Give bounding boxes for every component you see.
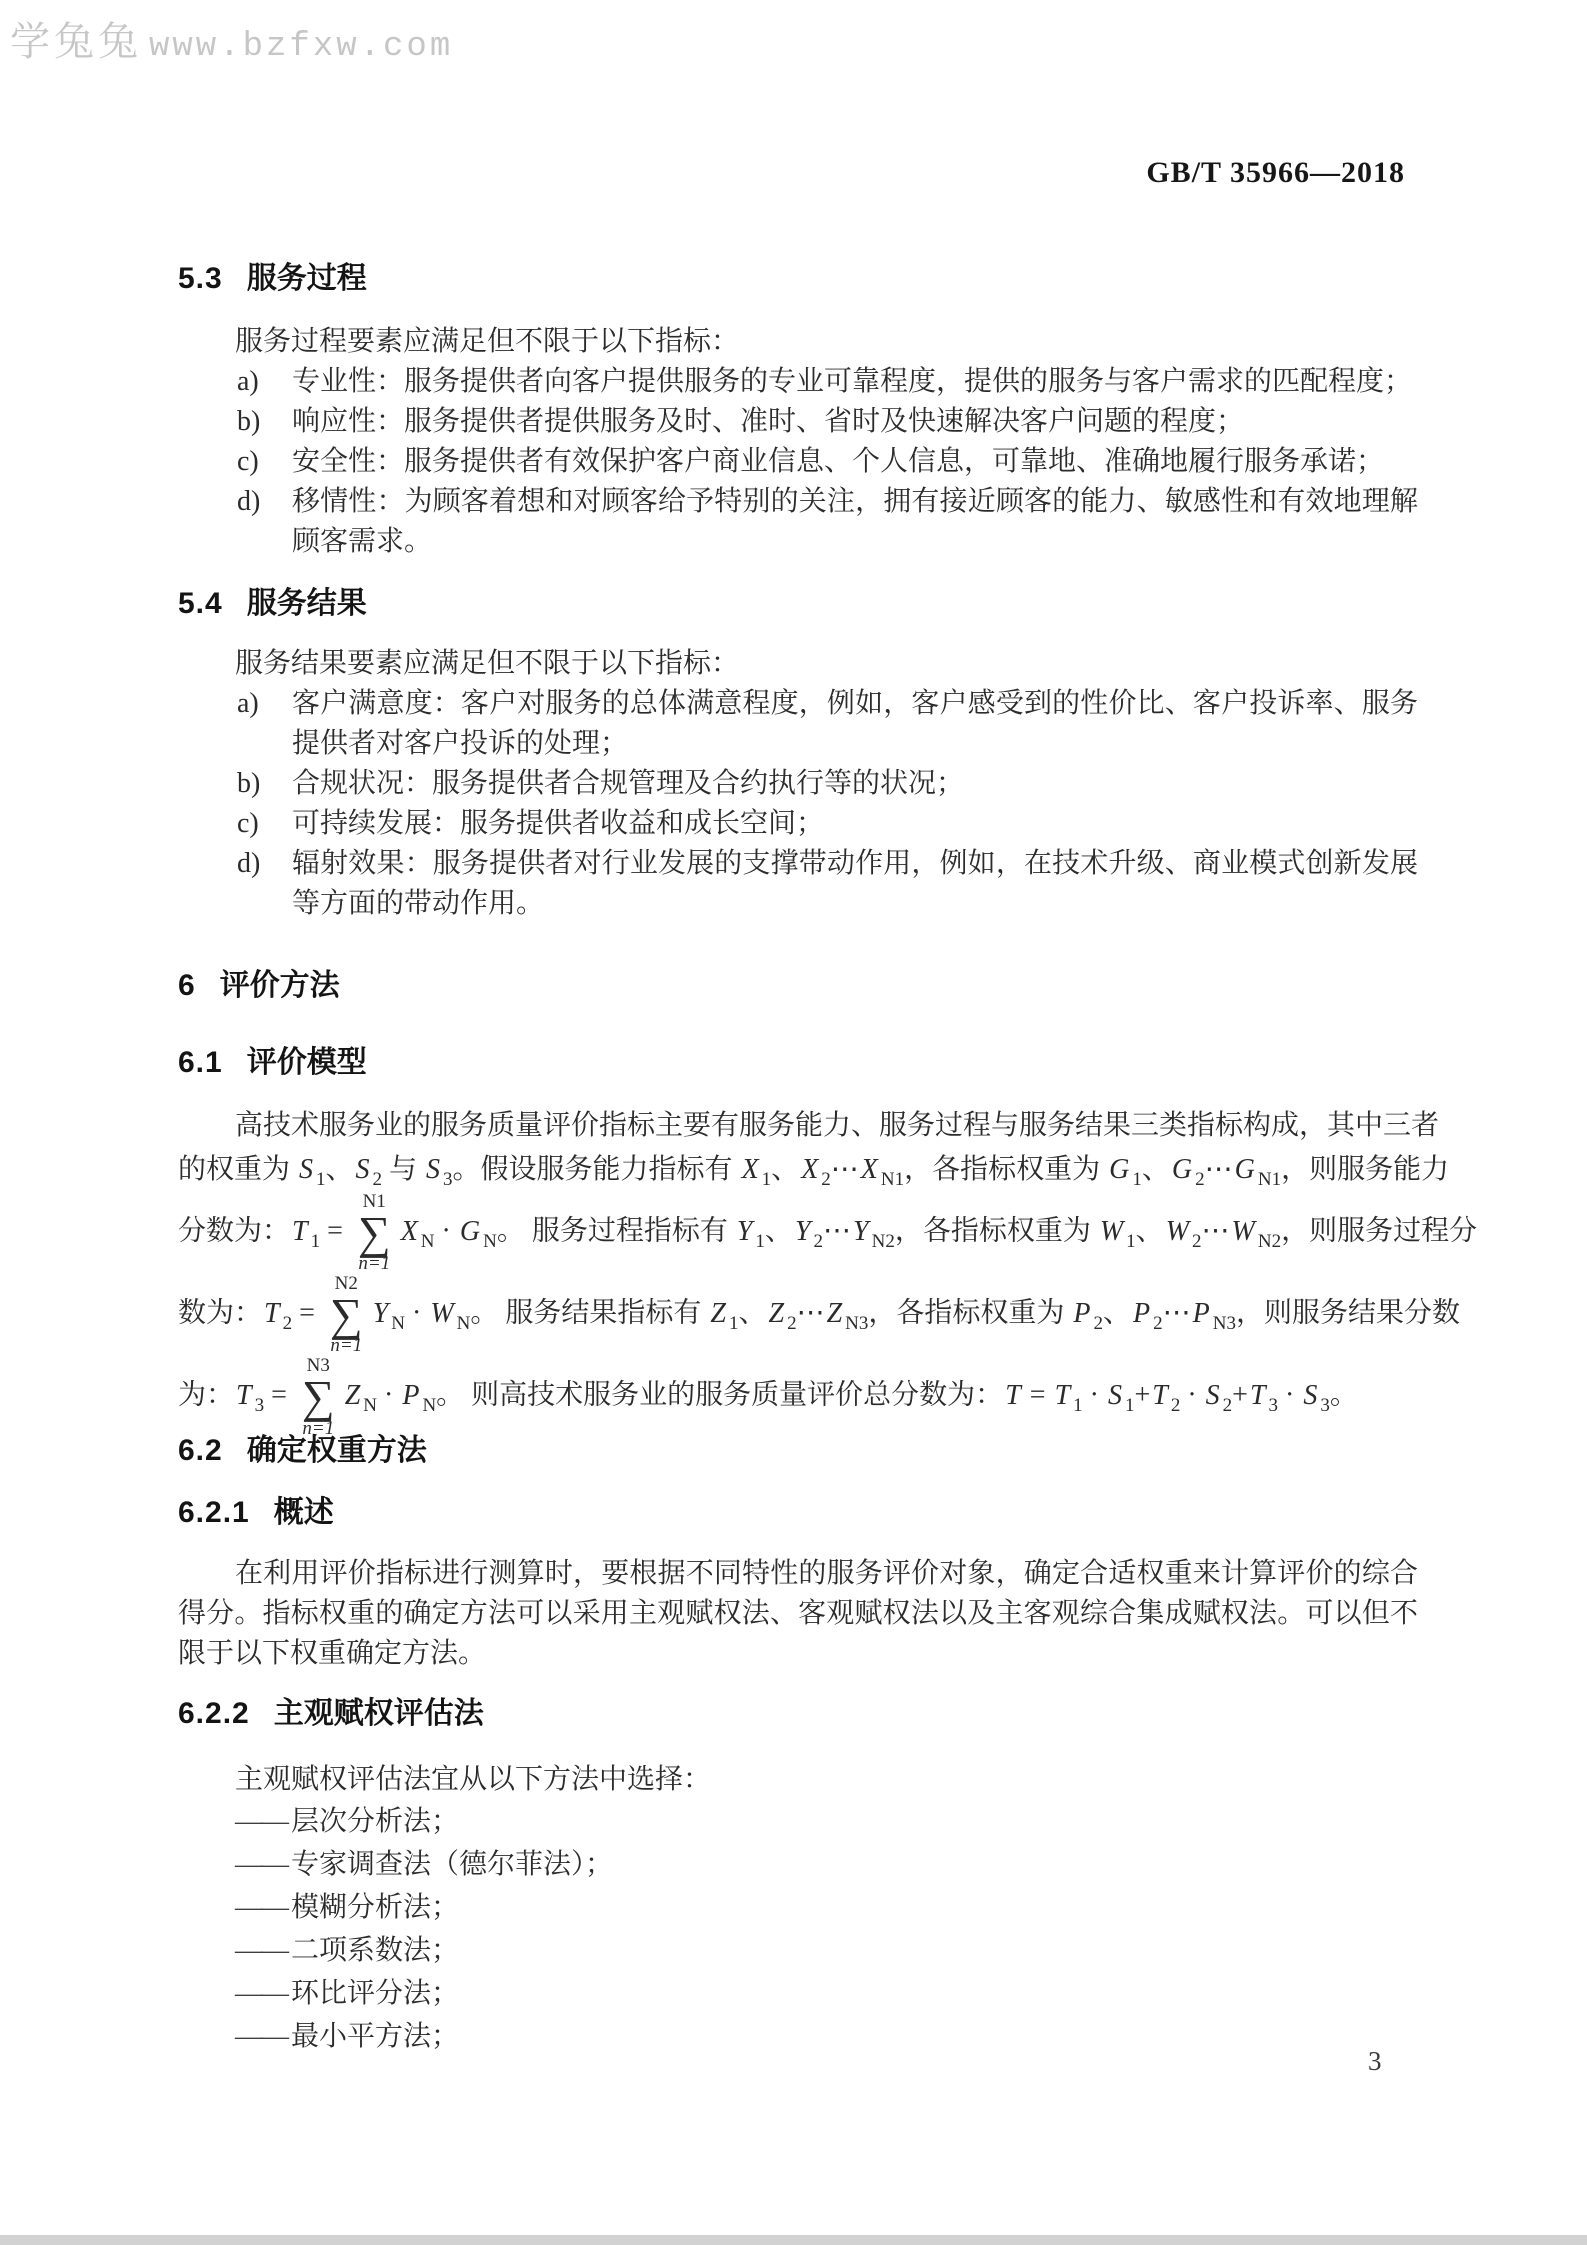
list-item-text: 辐射效果：服务提供者对行业发展的支撑带动作用，例如，在技术升级、商业模式创新发展等方面的带动作用。: [292, 848, 1418, 919]
dash-glyph: ——: [235, 1849, 287, 1880]
model-line: 高技术服务业的服务质量评价指标主要有服务能力、服务过程与服务结果三类指标构成，其中三者: [235, 1110, 1440, 1141]
section-6-2-1-heading: [178, 1495, 334, 1531]
heading-title: 评价模型: [246, 1046, 367, 1079]
section-6-2-1-body: [178, 1554, 1418, 1674]
list-item: [178, 402, 1418, 442]
list-item-text: 合规状况：服务提供者合规管理及合约执行等的状况；: [292, 768, 965, 799]
list-item-label: a): [237, 688, 259, 719]
dash-item: [178, 2015, 1418, 2058]
dash-glyph: ——: [235, 2021, 287, 2052]
list-item: [178, 442, 1418, 482]
heading-number: 6.2: [178, 1434, 223, 1467]
evaluation-model-paragraph: [178, 1104, 1478, 1439]
method-label: 层次分析法；: [291, 1806, 460, 1837]
method-label: 二项系数法；: [291, 1935, 460, 1966]
section-5-3-heading: [178, 261, 367, 297]
dash-item: [178, 1929, 1418, 1972]
dash-glyph: ——: [235, 1892, 287, 1923]
page-number: 3: [1368, 2046, 1382, 2076]
list-item: [178, 684, 1418, 764]
list-item: [178, 482, 1418, 562]
section-5-3-body: [178, 322, 1418, 562]
dash-item: [178, 1886, 1418, 1929]
section-5-4-heading: [178, 586, 367, 622]
heading-number: 6: [178, 969, 196, 1002]
section-6-1-heading: [178, 1045, 367, 1081]
list-item-label: d): [237, 486, 261, 517]
section-6-2-heading: [178, 1433, 427, 1469]
watermark: [10, 10, 453, 67]
heading-number: 6.2.1: [178, 1496, 250, 1529]
overview-paragraph: 在利用评价指标进行测算时，要根据不同特性的服务评价对象，确定合适权重来计算评价的综合得分。指标权重的确定方法可以采用主观赋权法、客观赋权法以及主客观综合集成赋权法。可以但不限于以下权重确定方法。: [178, 1558, 1418, 1669]
heading-title: 服务结果: [246, 587, 367, 620]
method-label: 模糊分析法；: [291, 1892, 460, 1923]
model-formula-line: 分数为：T $_1$ = N1 ∑ n=1 X $_N$ · G $_N$。 服务过程指标有 Y $_1$、Y $_2$⋯Y $_{N2}$，各指标权重为 W $_1$、W $_2$⋯W $_{N2}$，则服务过程分: [178, 1191, 1478, 1275]
heading-number: 6.2.2: [178, 1697, 250, 1730]
list-item-text: 可持续发展：服务提供者收益和成长空间；: [292, 808, 825, 839]
model-line: 的权重为 S $_1$、S $_2$ 与 S $_3$。假设服务能力指标有 X $_1$、X $_2$⋯X $_{N1}$，各指标权重为 G $_1$、G $_2$⋯G $_{N1}$，则服务能力: [178, 1154, 1450, 1190]
list-item: [178, 362, 1418, 402]
list-item-text: 专业性：服务提供者向客户提供服务的专业可靠程度，提供的服务与客户需求的匹配程度；: [292, 366, 1413, 397]
dash-glyph: ——: [235, 1806, 287, 1837]
heading-title: 主观赋权评估法: [273, 1697, 484, 1730]
heading-number: 6.1: [178, 1046, 223, 1079]
method-label: 专家调查法（德尔菲法）；: [291, 1849, 614, 1880]
methods-intro: 主观赋权评估法宜从以下方法中选择：: [235, 1764, 712, 1795]
list-item-label: d): [237, 848, 261, 879]
section-5-3-intro: 服务过程要素应满足但不限于以下指标：: [235, 326, 740, 357]
dash-item: [178, 1800, 1418, 1843]
section-5-4-body: [178, 644, 1418, 924]
heading-title: 评价方法: [219, 969, 340, 1002]
model-formula-line: 数为：T $_2$ = N2 ∑ n=1 Y $_N$ · W $_N$。 服务结果指标有 Z $_1$、Z $_2$⋯Z $_{N3}$，各指标权重为 P $_2$、P $_2$⋯P $_{N3}$，则服务结果分数: [178, 1273, 1460, 1357]
dash-glyph: ——: [235, 1935, 287, 1966]
model-formula-line: 为：T $_3$ = N3 ∑ n=1 Z $_N$ · P $_N$。 则高技术服务业的服务质量评价总分数为：T = T $_1$ · S $_1$+T $_2$ · S $_2$+T $_3$ · S $_3$。: [178, 1355, 1358, 1439]
heading-number: 5.3: [178, 262, 223, 295]
watermark-url-text: www.bzfxw.com: [149, 28, 454, 66]
heading-title: 服务过程: [246, 262, 367, 295]
list-item-text: 响应性：服务提供者提供服务及时、准时、省时及快速解决客户问题的程度；: [292, 406, 1245, 437]
watermark-cjk-text: 学兔兔: [10, 19, 142, 64]
heading-title: 概述: [273, 1496, 334, 1529]
dash-glyph: ——: [235, 1978, 287, 2009]
list-item: [178, 804, 1418, 844]
heading-number: 5.4: [178, 587, 223, 620]
method-label: 最小平方法；: [291, 2021, 460, 2052]
list-item-label: a): [237, 366, 259, 397]
method-label: 环比评分法；: [291, 1978, 460, 2009]
list-item-text: 客户满意度：客户对服务的总体满意程度，例如，客户感受到的性价比、客户投诉率、服务提供者对客户投诉的处理；: [292, 688, 1418, 759]
dash-item: [178, 1843, 1418, 1886]
section-6-2-2-body: [178, 1760, 1418, 2058]
list-item-label: b): [237, 768, 261, 799]
standard-number: GB/T 35966—2018: [1146, 156, 1405, 189]
scan-edge-strip: [0, 2235, 1587, 2245]
list-item: [178, 844, 1418, 924]
list-item-text: 移情性：为顾客着想和对顾客给予特别的关注，拥有接近顾客的能力、敏感性和有效地理解顾客需求。: [292, 486, 1418, 557]
list-item-label: b): [237, 406, 261, 437]
chapter-6-heading: [178, 968, 340, 1004]
list-item-label: c): [237, 808, 259, 839]
section-5-4-intro: 服务结果要素应满足但不限于以下指标：: [235, 648, 740, 679]
section-6-2-2-heading: [178, 1696, 484, 1732]
list-item-text: 安全性：服务提供者有效保护客户商业信息、个人信息，可靠地、准确地履行服务承诺；: [292, 446, 1385, 477]
dash-item: [178, 1972, 1418, 2015]
heading-title: 确定权重方法: [246, 1434, 427, 1467]
list-item-label: c): [237, 446, 259, 477]
list-item: [178, 764, 1418, 804]
